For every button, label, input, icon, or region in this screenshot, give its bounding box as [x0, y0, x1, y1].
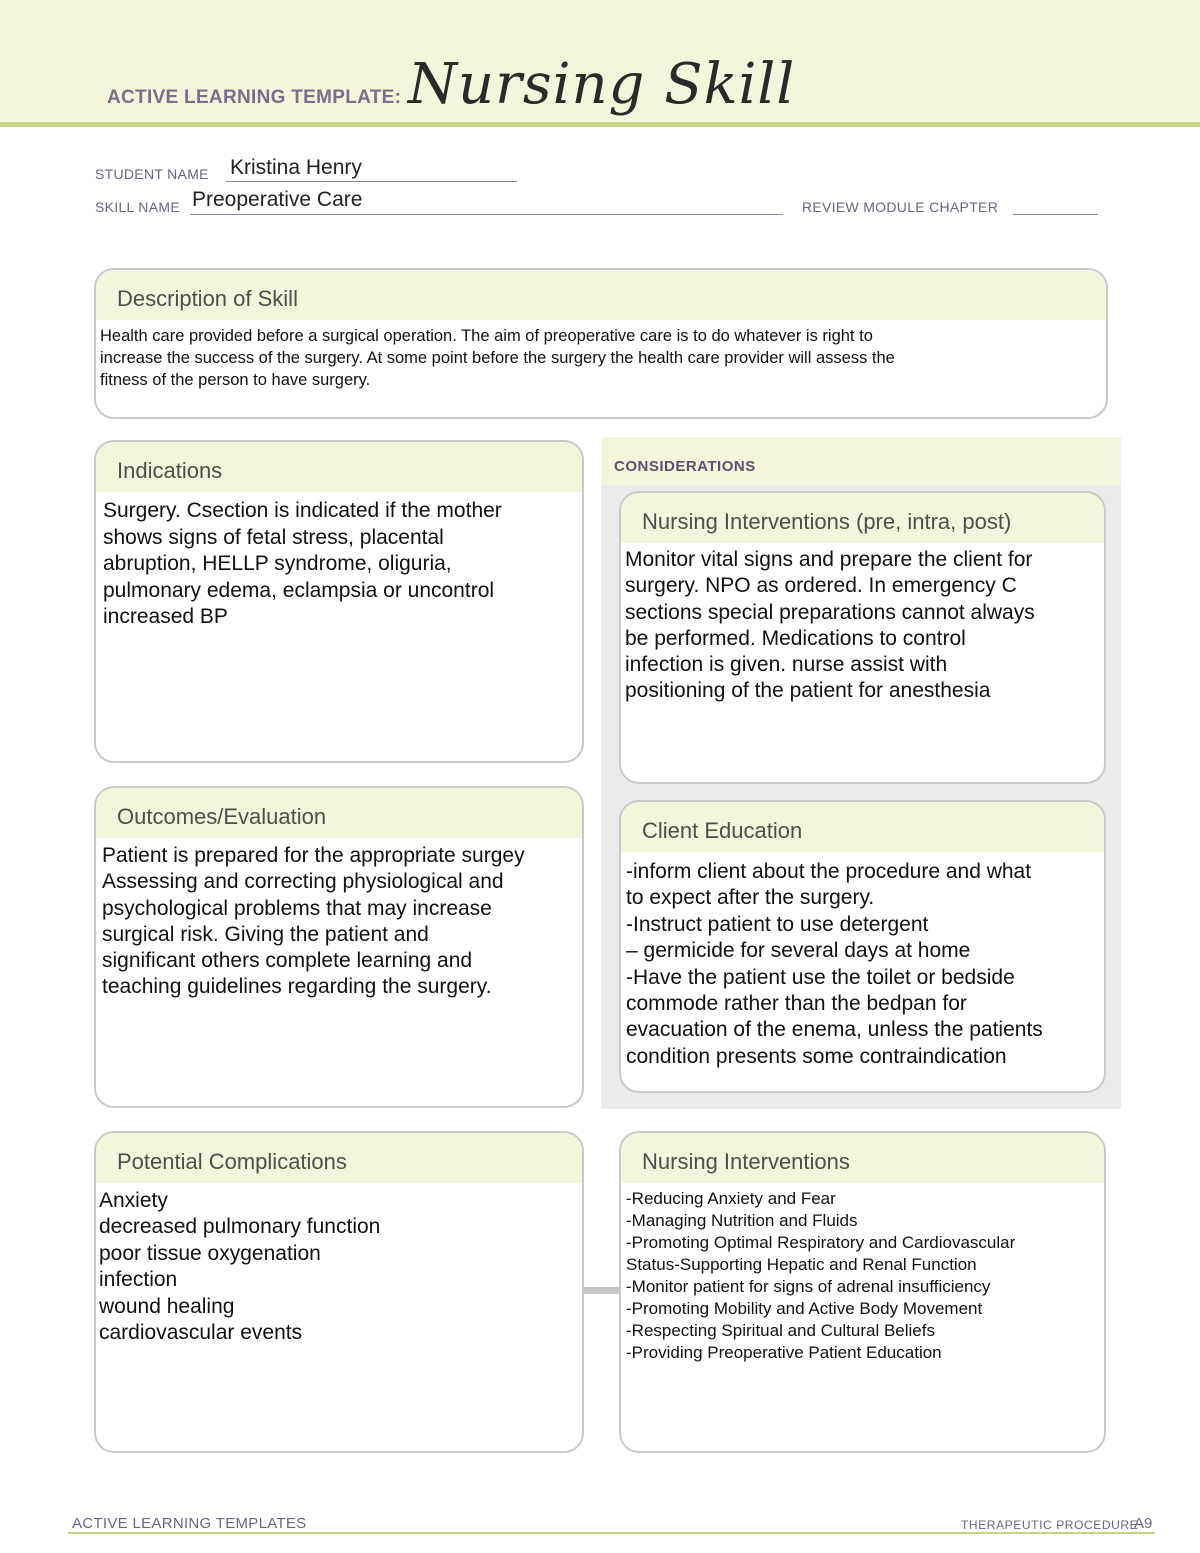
potential-complications-card: [94, 1131, 584, 1453]
nursing-interventions-pip-card: [619, 491, 1106, 784]
indications-body: [96, 492, 582, 631]
nursing-interventions-pip-title: Nursing Interventions (pre, intra, post): [642, 509, 1012, 534]
nursing-interventions-line: -Reducing Anxiety and Fear: [626, 1189, 836, 1208]
outcomes-line: significant others complete learning and: [102, 949, 473, 973]
potential-complications-line: infection: [99, 1268, 178, 1292]
nursing-interventions-pip-line: positioning of the patient for anesthesia: [625, 679, 991, 703]
nursing-interventions-line: -Respecting Spiritual and Cultural Beliefs: [626, 1321, 935, 1340]
indications-line: Surgery. Csection is indicated if the mother: [103, 499, 502, 522]
description-line: Health care provided before a surgical operation. The aim of preoperative care is to do whatever is right to: [100, 327, 873, 345]
outcomes-line: Patient is prepared for the appropriate surgey: [102, 844, 525, 867]
client-education-line: -inform client about the procedure and what: [626, 860, 1032, 883]
nursing-interventions-line: -Managing Nutrition and Fluids: [626, 1211, 858, 1230]
outcomes-line: psychological problems that may increase: [102, 896, 492, 920]
footer-right-text: THERAPEUTIC PROCEDURE: [961, 1518, 1139, 1532]
nursing-interventions-header: [621, 1133, 1104, 1183]
indications-card: [94, 440, 584, 763]
description-body: [96, 320, 1106, 391]
nursing-interventions-body: [621, 1183, 1104, 1364]
potential-complications-body: [96, 1183, 582, 1346]
footer-left-text: ACTIVE LEARNING TEMPLATES: [72, 1515, 307, 1532]
potential-complications-line: poor tissue oxygenation: [99, 1241, 321, 1265]
nursing-interventions-pip-body: [621, 543, 1104, 705]
review-module-underline: [1013, 214, 1098, 215]
nursing-interventions-line: -Monitor patient for signs of adrenal insufficiency: [626, 1277, 991, 1296]
outcomes-line: Assessing and correcting physiological and: [102, 870, 504, 894]
student-name-underline: [226, 181, 517, 182]
description-title: Description of Skill: [117, 286, 298, 311]
indications-line: abruption, HELLP syndrome, oliguria,: [103, 552, 452, 575]
nursing-interventions-pip-line: be performed. Medications to control: [625, 626, 966, 650]
nursing-interventions-line: Status-Supporting Hepatic and Renal Function: [626, 1255, 977, 1274]
nursing-interventions-title: Nursing Interventions: [642, 1149, 850, 1174]
skill-name-value: Preoperative Care: [192, 188, 363, 211]
connector-bar: [583, 1287, 621, 1294]
footer-divider: [68, 1532, 1155, 1534]
outcomes-body: [96, 838, 582, 1001]
page-number: A9: [1134, 1515, 1153, 1532]
potential-complications-line: cardiovascular events: [99, 1321, 303, 1345]
outcomes-card: [94, 786, 584, 1108]
review-module-label: REVIEW MODULE CHAPTER: [802, 199, 999, 215]
nursing-interventions-line: -Providing Preoperative Patient Education: [626, 1343, 942, 1362]
template-label: ACTIVE LEARNING TEMPLATE:: [107, 87, 402, 108]
skill-name-underline: [190, 214, 783, 215]
client-education-line: commode rather than the bedpan for: [626, 992, 967, 1016]
potential-complications-line: Anxiety: [99, 1189, 168, 1212]
potential-complications-line: decreased pulmonary function: [99, 1215, 381, 1239]
client-education-line: to expect after the surgery.: [626, 886, 875, 910]
potential-complications-header: [96, 1133, 582, 1183]
considerations-label: CONSIDERATIONS: [614, 458, 756, 475]
nursing-interventions-pip-line: surgery. NPO as ordered. In emergency C: [625, 574, 1017, 598]
outcomes-line: teaching guidelines regarding the surgery.: [102, 975, 492, 999]
description-line: fitness of the person to have surgery.: [100, 371, 371, 389]
client-education-body: [621, 852, 1104, 1070]
page-title: Nursing Skill: [408, 52, 796, 117]
student-name-value: Kristina Henry: [230, 156, 362, 179]
header-divider: [0, 122, 1200, 127]
client-education-line: -Instruct patient to use detergent: [626, 912, 929, 936]
description-line: increase the success of the surgery. At some point before the surgery the health care provider will assess the: [100, 349, 895, 367]
nursing-interventions-card: [619, 1131, 1106, 1453]
description-header: [96, 270, 1106, 320]
indications-line: shows signs of fetal stress, placental: [103, 525, 444, 549]
nursing-interventions-pip-header: [621, 493, 1104, 543]
indications-header: [96, 442, 582, 492]
nursing-interventions-pip-line: sections special preparations cannot always: [625, 600, 1035, 624]
client-education-title: Client Education: [642, 818, 803, 843]
nursing-interventions-pip-line: Monitor vital signs and prepare the client for: [625, 548, 1033, 571]
student-name-label: STUDENT NAME: [95, 166, 209, 182]
outcomes-line: surgical risk. Giving the patient and: [102, 922, 429, 946]
nursing-interventions-pip-line: infection is given. nurse assist with: [625, 653, 948, 677]
client-education-line: -Have the patient use the toilet or bedside: [626, 965, 1015, 989]
indications-title: Indications: [117, 458, 223, 483]
client-education-line: evacuation of the enema, unless the patients: [626, 1018, 1043, 1042]
potential-complications-title: Potential Complications: [117, 1149, 347, 1174]
client-education-line: condition presents some contraindication: [626, 1044, 1007, 1068]
indications-line: increased BP: [103, 605, 228, 628]
description-card: [94, 268, 1108, 419]
nursing-interventions-line: -Promoting Optimal Respiratory and Cardiovascular: [626, 1233, 1016, 1252]
skill-name-label: SKILL NAME: [95, 199, 180, 215]
client-education-header: [621, 802, 1104, 852]
client-education-line: – germicide for several days at home: [626, 939, 971, 963]
client-education-card: [619, 800, 1106, 1093]
indications-line: pulmonary edema, eclampsia or uncontrol: [103, 578, 495, 602]
outcomes-header: [96, 788, 582, 838]
potential-complications-line: wound healing: [99, 1294, 235, 1318]
outcomes-title: Outcomes/Evaluation: [117, 804, 327, 829]
nursing-interventions-line: -Promoting Mobility and Active Body Movement: [626, 1299, 983, 1318]
